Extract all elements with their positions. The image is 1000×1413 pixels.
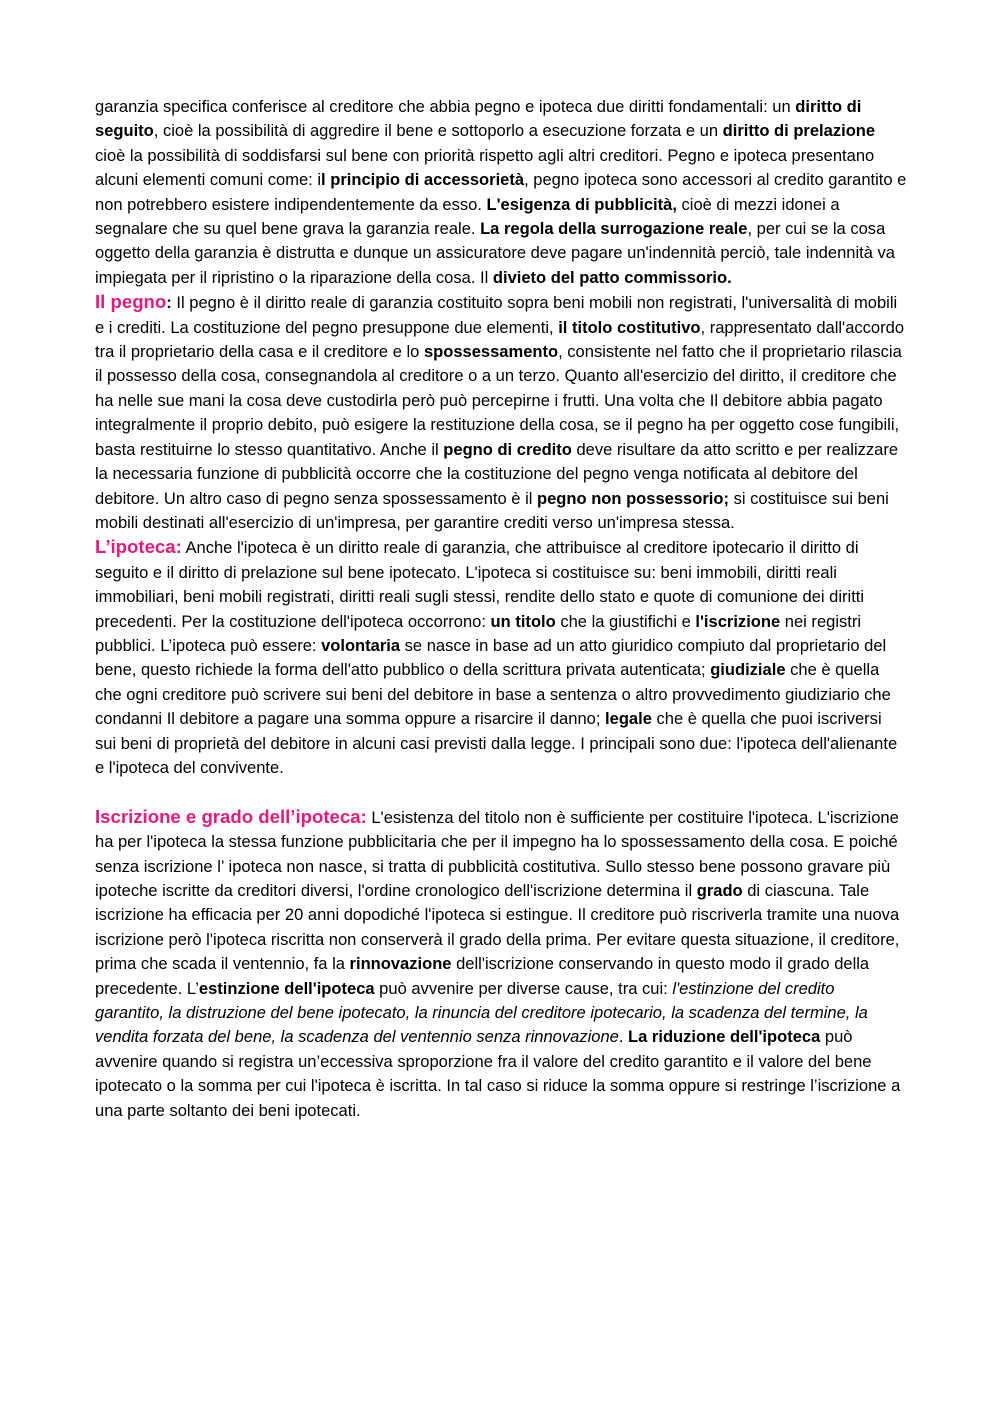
bold-term: giudiziale: [710, 660, 786, 680]
text-run: , rappresentato dall'accordo tra il proprietario della casa e il creditore e lo: [95, 317, 905, 362]
text-run: .: [618, 1027, 629, 1047]
bold-term: rinnovazione: [349, 954, 452, 974]
text-run: che la giustifichi e: [555, 611, 696, 631]
text-run: , pegno ipoteca sono accessori al credito garantito e non potrebbero esistere indipendentemente da esso.: [95, 170, 907, 214]
bold-term: divieto del patto commissorio.: [492, 267, 732, 287]
bold-term: volontaria: [321, 635, 401, 655]
text-run: Il pegno è il diritto reale di garanzia costituito sopra beni mobili non registrati, l'universalità di mobili e i crediti. La costituzione del pegno presuppone due elementi,: [95, 293, 898, 337]
text-run: deve risultare da atto scritto e per realizzare la necessaria funzione di pubblicità occorre che la costituzione del pegno venga notificata al debitore del debitore. Un altro caso di pegno senza spossessamento è il: [95, 439, 899, 508]
text-run: cioè la possibilità di soddisfarsi sul bene con priorità rispetto agli altri creditori. Pegno e ipoteca presentano alcuni elementi comuni come: i: [95, 145, 875, 190]
bold-term: pegno di credito: [443, 439, 572, 459]
text-run: se nasce in base ad un atto giuridico compiuto dal proprietario del bene, questo richiede la forma dell'atto pubblico o della scrittura privata autenticata;: [95, 635, 887, 680]
text-run: , consistente nel fatto che il proprietario rilascia il possesso della cosa, consegnandola al creditore o a un terzo. Quanto all'esercizio del diritto, il creditore che ha nelle sue mani la cosa deve custodirla però può percepirne i frutti. Una volta che Il debitore abbia pagato integralmente il proprio debito, può esigere la restituzione della cosa, se il pegno ha per oggetto cose fungibili, basta restituirne lo stesso quantitativo. Anche il: [95, 342, 902, 459]
text-run: che è quella che ogni creditore può scrivere sui beni del debitore in base a sentenza o altro provvedimento giudiziario che condanni Il debitore a pagare una somma oppure a risarcire il danno;: [95, 660, 891, 729]
bold-term: diritto di seguito: [95, 97, 862, 141]
bold-term: L'esigenza di pubblicità,: [486, 194, 677, 214]
paragraph-pegno: [95, 290, 907, 535]
document-page: [95, 95, 907, 1123]
bold-term: diritto di prelazione: [722, 121, 876, 141]
bold-term: estinzione dell'ipoteca: [198, 978, 375, 998]
text-run: può avvenire per diverse cause, tra cui:: [374, 978, 673, 998]
paragraph-garanzie: [95, 95, 907, 290]
text-run: , per cui se la cosa oggetto della garanzia è distrutta e dunque un assicuratore deve pagare un'indennità perciò, tale indennità va impiegata per il ripristino o la riparazione della cosa. Il: [95, 219, 895, 287]
paragraph-ipoteca: [95, 535, 907, 780]
text-run: può avvenire quando si registra un’eccessiva sproporzione fra il valore del credito garantito e il valore del bene ipotecato o la somma per cui l'ipoteca è iscritta. In tal caso si riduce la somma oppure si restringe l’iscrizione a una parte soltanto dei beni ipotecati.: [95, 1027, 901, 1120]
text-run: , cioè la possibilità di aggredire il bene e sottoporlo a esecuzione forzata e un: [153, 121, 723, 141]
section-heading: L’ipoteca:: [95, 536, 182, 558]
bold-term: legale: [605, 709, 652, 729]
section-heading: Il pegno: [95, 291, 167, 313]
paragraph-iscrizione-grado: [95, 805, 907, 1123]
text-run: nei registri pubblici. L’ipoteca può essere:: [95, 611, 862, 655]
bold-term: grado: [696, 880, 743, 900]
text-run: cioè di mezzi idonei a segnalare che su quel bene grava la garanzia reale.: [95, 194, 840, 239]
text-run: si costituisce sui beni mobili destinati all'esercizio di un'impresa, per garantire crediti verso un'impresa stessa.: [95, 488, 889, 532]
text-run: Anche l'ipoteca è un diritto reale di garanzia, che attribuisce al creditore ipotecario il diritto di seguito e il diritto di prelazione sul bene ipotecato. L'ipoteca si costituisce su: beni immobili, diritti reali immobiliari, beni mobili registrati, diritti reali sugli stessi, rendite dello stato e quote di comunione dei diritti precedenti. Per la costituzione dell'ipoteca occorrono:: [95, 538, 865, 631]
bold-term: La regola della surrogazione reale: [480, 219, 748, 239]
section-heading: Iscrizione e grado dell’ipoteca:: [95, 805, 367, 827]
bold-term: l principio di accessorietà: [321, 170, 525, 190]
bold-term: il titolo costitutivo: [558, 317, 701, 337]
bold-term: La riduzione dell'ipoteca: [628, 1027, 821, 1047]
paragraph-spacer: [95, 780, 907, 804]
italic-text: l'estinzione del credito garantito, la distruzione del bene ipotecato, la rinuncia del creditore ipotecario, la scadenza del termine, la vendita forzata del bene, la scadenza del ventennio senza rinnovazione: [95, 978, 868, 1047]
bold-term: un titolo: [490, 611, 556, 631]
bold-term: :: [166, 293, 172, 313]
text-run: di ciascuna. Tale iscrizione ha efficacia per 20 anni dopodiché l'ipoteca si estingue. Il creditore può riscriverla tramite una nuova iscrizione però l'ipoteca riscritta non conserverà il grado della prima. Per evitare questa situazione, il creditore, prima che scada il ventennio, fa la: [95, 880, 900, 974]
bold-term: l'iscrizione: [695, 611, 781, 631]
text-run: garanzia specifica conferisce al creditore che abbia pegno e ipoteca due diritti fondamentali: un: [95, 97, 796, 116]
bold-term: spossessamento: [423, 342, 559, 362]
bold-term: pegno non possessorio;: [537, 488, 729, 508]
text-run: che è quella che puoi iscriversi sui beni di proprietà del debitore in alcuni casi previsti dalla legge. I principali sono due: l'ipoteca dell'alienante e l'ipoteca del convivente.: [95, 709, 898, 777]
text-run: L'esistenza del titolo non è sufficiente per costituire l'ipoteca. L'iscrizione ha per l'ipoteca la stessa funzione pubblicitaria che per il impegno ha lo spossessamento della cosa. E poiché senza iscrizione l’ ipoteca non nasce, si tratta di pubblicità costitutiva. Sullo stesso bene possono gravare più ipoteche iscritte da creditori diversi, l'ordine cronologico dell'iscrizione determina il: [95, 807, 899, 900]
text-run: dell'iscrizione conservando in questo modo il grado della precedente. L’: [95, 954, 870, 998]
